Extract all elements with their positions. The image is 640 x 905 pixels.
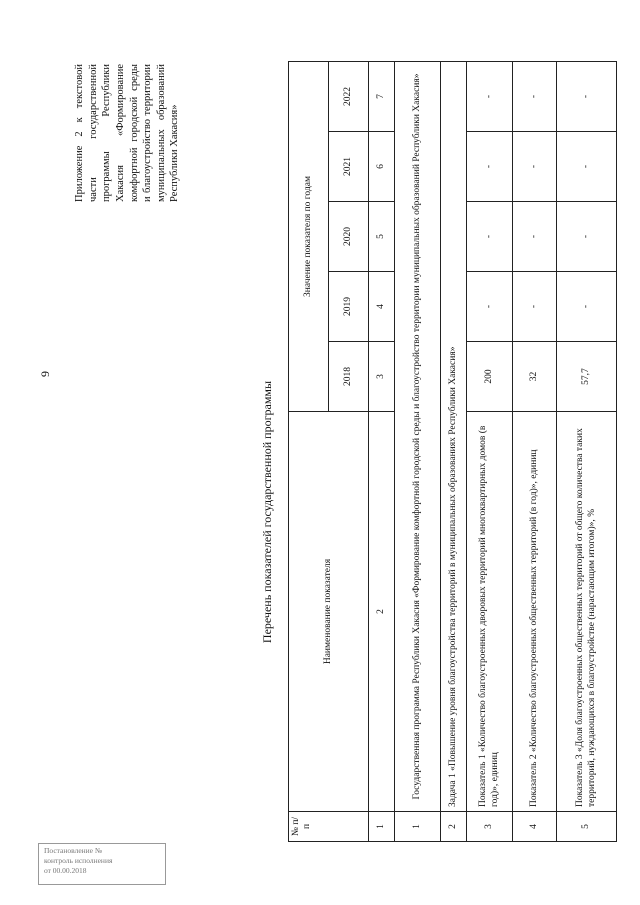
indicator-value: - bbox=[513, 61, 557, 131]
indicator-value: - bbox=[513, 132, 557, 202]
indicator-value: - bbox=[557, 132, 617, 202]
column-index-row bbox=[369, 61, 395, 841]
indicator-value: - bbox=[467, 61, 513, 131]
indicator-value: - bbox=[557, 272, 617, 342]
header-year: 2021 bbox=[329, 132, 369, 202]
indicators-table bbox=[288, 61, 617, 842]
indicator-value: - bbox=[513, 272, 557, 342]
header-indicator-name: Наименование показателя bbox=[289, 412, 369, 812]
indicator-value: - bbox=[467, 272, 513, 342]
indicator-value: - bbox=[467, 132, 513, 202]
table-row bbox=[467, 61, 513, 841]
row-number: 1 bbox=[395, 812, 441, 842]
stamp-line: Постановление № bbox=[44, 846, 103, 855]
column-index: 2 bbox=[369, 412, 395, 812]
column-index: 4 bbox=[369, 272, 395, 342]
header-year: 2018 bbox=[329, 342, 369, 412]
stamp-line: от 00.00.2018 bbox=[44, 865, 87, 875]
page-number: 9 bbox=[38, 371, 52, 377]
indicator-value: 32 bbox=[513, 342, 557, 412]
column-index: 1 bbox=[369, 812, 395, 842]
header-year: 2019 bbox=[329, 272, 369, 342]
rotated-page-content bbox=[20, 22, 620, 882]
indicator-name: Показатель 2 «Количество благоустроенных общественных территорий (в год)», единиц bbox=[513, 412, 557, 812]
appendix-note: Приложение 2 к текстовой части государственной программы Республики Хакасия «Формирование комфортной городской среды и благоустройство территории муниципальных образований Республики Хакасия» bbox=[74, 64, 181, 202]
program-row bbox=[395, 61, 441, 841]
indicator-name: Показатель 3 «Доля благоустроенных общественных территорий от общего количества таких территорий, нуждающихся в благоустройстве (нарастающим итогом)», % bbox=[557, 412, 617, 812]
task-row bbox=[441, 61, 467, 841]
document-title: Перечень показателей государственной программы bbox=[260, 380, 274, 644]
column-index: 7 bbox=[369, 61, 395, 131]
indicator-name: Показатель 1 «Количество благоустроенных дворовых территорий многоквартирных домов (в год)», единиц bbox=[467, 412, 513, 812]
indicator-value: 57,7 bbox=[557, 342, 617, 412]
stamp-line: контроль исполнения bbox=[44, 855, 113, 865]
table-row bbox=[557, 61, 617, 841]
column-index: 5 bbox=[369, 202, 395, 272]
header-year: 2020 bbox=[329, 202, 369, 272]
indicator-value: - bbox=[557, 202, 617, 272]
indicator-value: - bbox=[467, 202, 513, 272]
row-number: 2 bbox=[441, 812, 467, 842]
indicator-value: - bbox=[513, 202, 557, 272]
row-number: 4 bbox=[513, 812, 557, 842]
column-index: 3 bbox=[369, 342, 395, 412]
task-name: Задача 1 «Повышение уровня благоустройства территорий в муниципальных образованиях Республики Хакасия» bbox=[441, 61, 467, 811]
header-year: 2022 bbox=[329, 61, 369, 131]
indicator-value: 200 bbox=[467, 342, 513, 412]
header-values-by-year: Значение показателя по годам bbox=[289, 61, 329, 411]
table-row bbox=[513, 61, 557, 841]
column-index: 6 bbox=[369, 132, 395, 202]
header-row bbox=[289, 61, 329, 841]
row-number: 3 bbox=[467, 812, 513, 842]
header-number: № п/п bbox=[289, 812, 369, 842]
program-name: Государственная программа Республики Хакасия «Формирование комфортной городской среды и благоустройство территории муниципальных образований Республики Хакасия» bbox=[395, 61, 441, 811]
row-number: 5 bbox=[557, 812, 617, 842]
indicator-value: - bbox=[557, 61, 617, 131]
